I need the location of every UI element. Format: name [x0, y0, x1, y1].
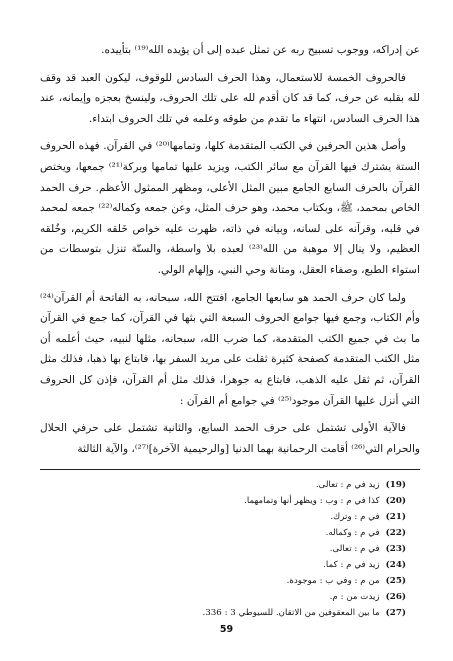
footnote-number: (19): [385, 480, 406, 491]
footnote-number: (23): [385, 543, 406, 554]
footnote: [40, 590, 406, 606]
footnote-number: (24): [385, 559, 406, 570]
footnote-divider: [40, 469, 420, 470]
footnotes-list: [40, 478, 420, 621]
footnote-number: (26): [385, 591, 406, 602]
footnote-number: (25): [385, 575, 406, 586]
footnote: [40, 510, 406, 526]
footnote-number: (27): [385, 607, 406, 618]
footnote-text: زيدت من : م.: [329, 591, 380, 602]
footnote-text: زيد في م : كما.: [323, 559, 380, 570]
main-text: [40, 40, 420, 459]
footnote-text: في م : تعالى.: [329, 543, 380, 554]
footnote: [40, 542, 406, 558]
footnote: [40, 606, 406, 622]
footnote-number: (21): [385, 512, 406, 523]
paragraph: فالآية الأولى تشتمل على حرف الحمد السابع، والثانية تشتمل على حرفي الحلال والحرام التي⁽²⁶⁾ أقامت الرحمانية بهما الدنيا [والرحيمية الآخرة]⁽²⁷⁾، والآية الثالثة: [40, 422, 420, 455]
footnote-text: كذا في م : وب : ويظهر أنها وتمامهما.: [244, 496, 380, 507]
footnote: [40, 478, 406, 494]
footnote-text: من م : وفي ب : موجودة.: [286, 575, 380, 586]
page-number: 59: [219, 624, 234, 635]
paragraph: فالحروف الخمسة للاستعمال، وهذا الحرف السادس للوقوف، ليكون العبد قد وقف لله بقلبه عن حرف، كما قد كان أقدم لله على تلك الحروف، ولينسخ بعجزه وإيمانه، عند هذا الحرف السادس، انتهاء ما تقدم من طوقه وعلمه في تلك الحروف ابتداء.: [40, 71, 420, 125]
footnote: [40, 574, 406, 590]
footnote: [40, 526, 406, 542]
footnote-text: ما بين المعقوفين من الاتقان. للسيوطي 3 : 336.: [202, 607, 380, 618]
footnote-text: زيد في م : تعالى.: [315, 480, 380, 491]
footnote-number: (20): [385, 496, 406, 507]
footnote: [40, 494, 406, 510]
paragraph: ولما كان حرف الحمد هو سابعها الجامع، افتتح الله، سبحانه، به الفاتحة أم القرآن⁽²⁴⁾ وأم الكتاب، وجمع فيها جوامع الحروف السبعة التي بثها في القرآن، كما جمع في القرآن ما بث في جميع الكتب المتقدمة، كما ضرب الله، سبحانه، مثلها لنبيه، حيث أعلمه أن مثل الكتب المتقدمة كصفحة كثيرة ثقلت على مريد السفر بها، فابتاع بها ذهبا، فذلك مثل القرآن، ثم ثقل عليه الذهب، فابتاع به جوهرا، فذلك مثل أم القرآن، فإذن كل الحروف التي أنزل عليها القرآن موجود⁽²⁵⁾ في جوامع أم القرآن :: [40, 291, 420, 407]
footnote-text: في م : وترك.: [330, 512, 380, 523]
paragraph: وأصل هذين الحرفين في الكتب المتقدمة كلها، وتمامها⁽²⁰⁾ في القرآن. فهذه الحروف الستة يشترك فيها القرآن مع سائر الكتب، ويزيد عليها تمامها وبركة⁽²¹⁾ جمعها، ويختص القرآن بالحرف السابع الجامع مبين المثل الأعلى، ومظهر الممثول الأعظم. حرف الحمد الخاص بمحمد، ﷺ، وبكتاب محمد، وهو حرف المثل، وعن جمعه وكماله⁽²²⁾ جمعه لمحمد في قلبه، وقرآنه على لسانه، وبيانه في ذاته، ظهرت عليه خواص خَلقه الكريم، وخُلقه العظيم، ولا ينال إلا موهبة من الله⁽²³⁾ لعبده بلا واسطة، والسنّة تنزل بتوسطات من استواء الطبع، وصفاء العقل، ومتانة وحي النبي، وإلهام الولي.: [40, 140, 420, 276]
footnote-number: (22): [385, 528, 406, 538]
footnote-text: في م : وكماله.: [325, 528, 380, 538]
paragraph: عن إدراكه، ووجوب تسبيح ربه عن تمثل عبده إلى أن يؤيده الله⁽¹⁹⁾ بتأييده.: [101, 44, 420, 56]
footnote: [40, 558, 406, 574]
